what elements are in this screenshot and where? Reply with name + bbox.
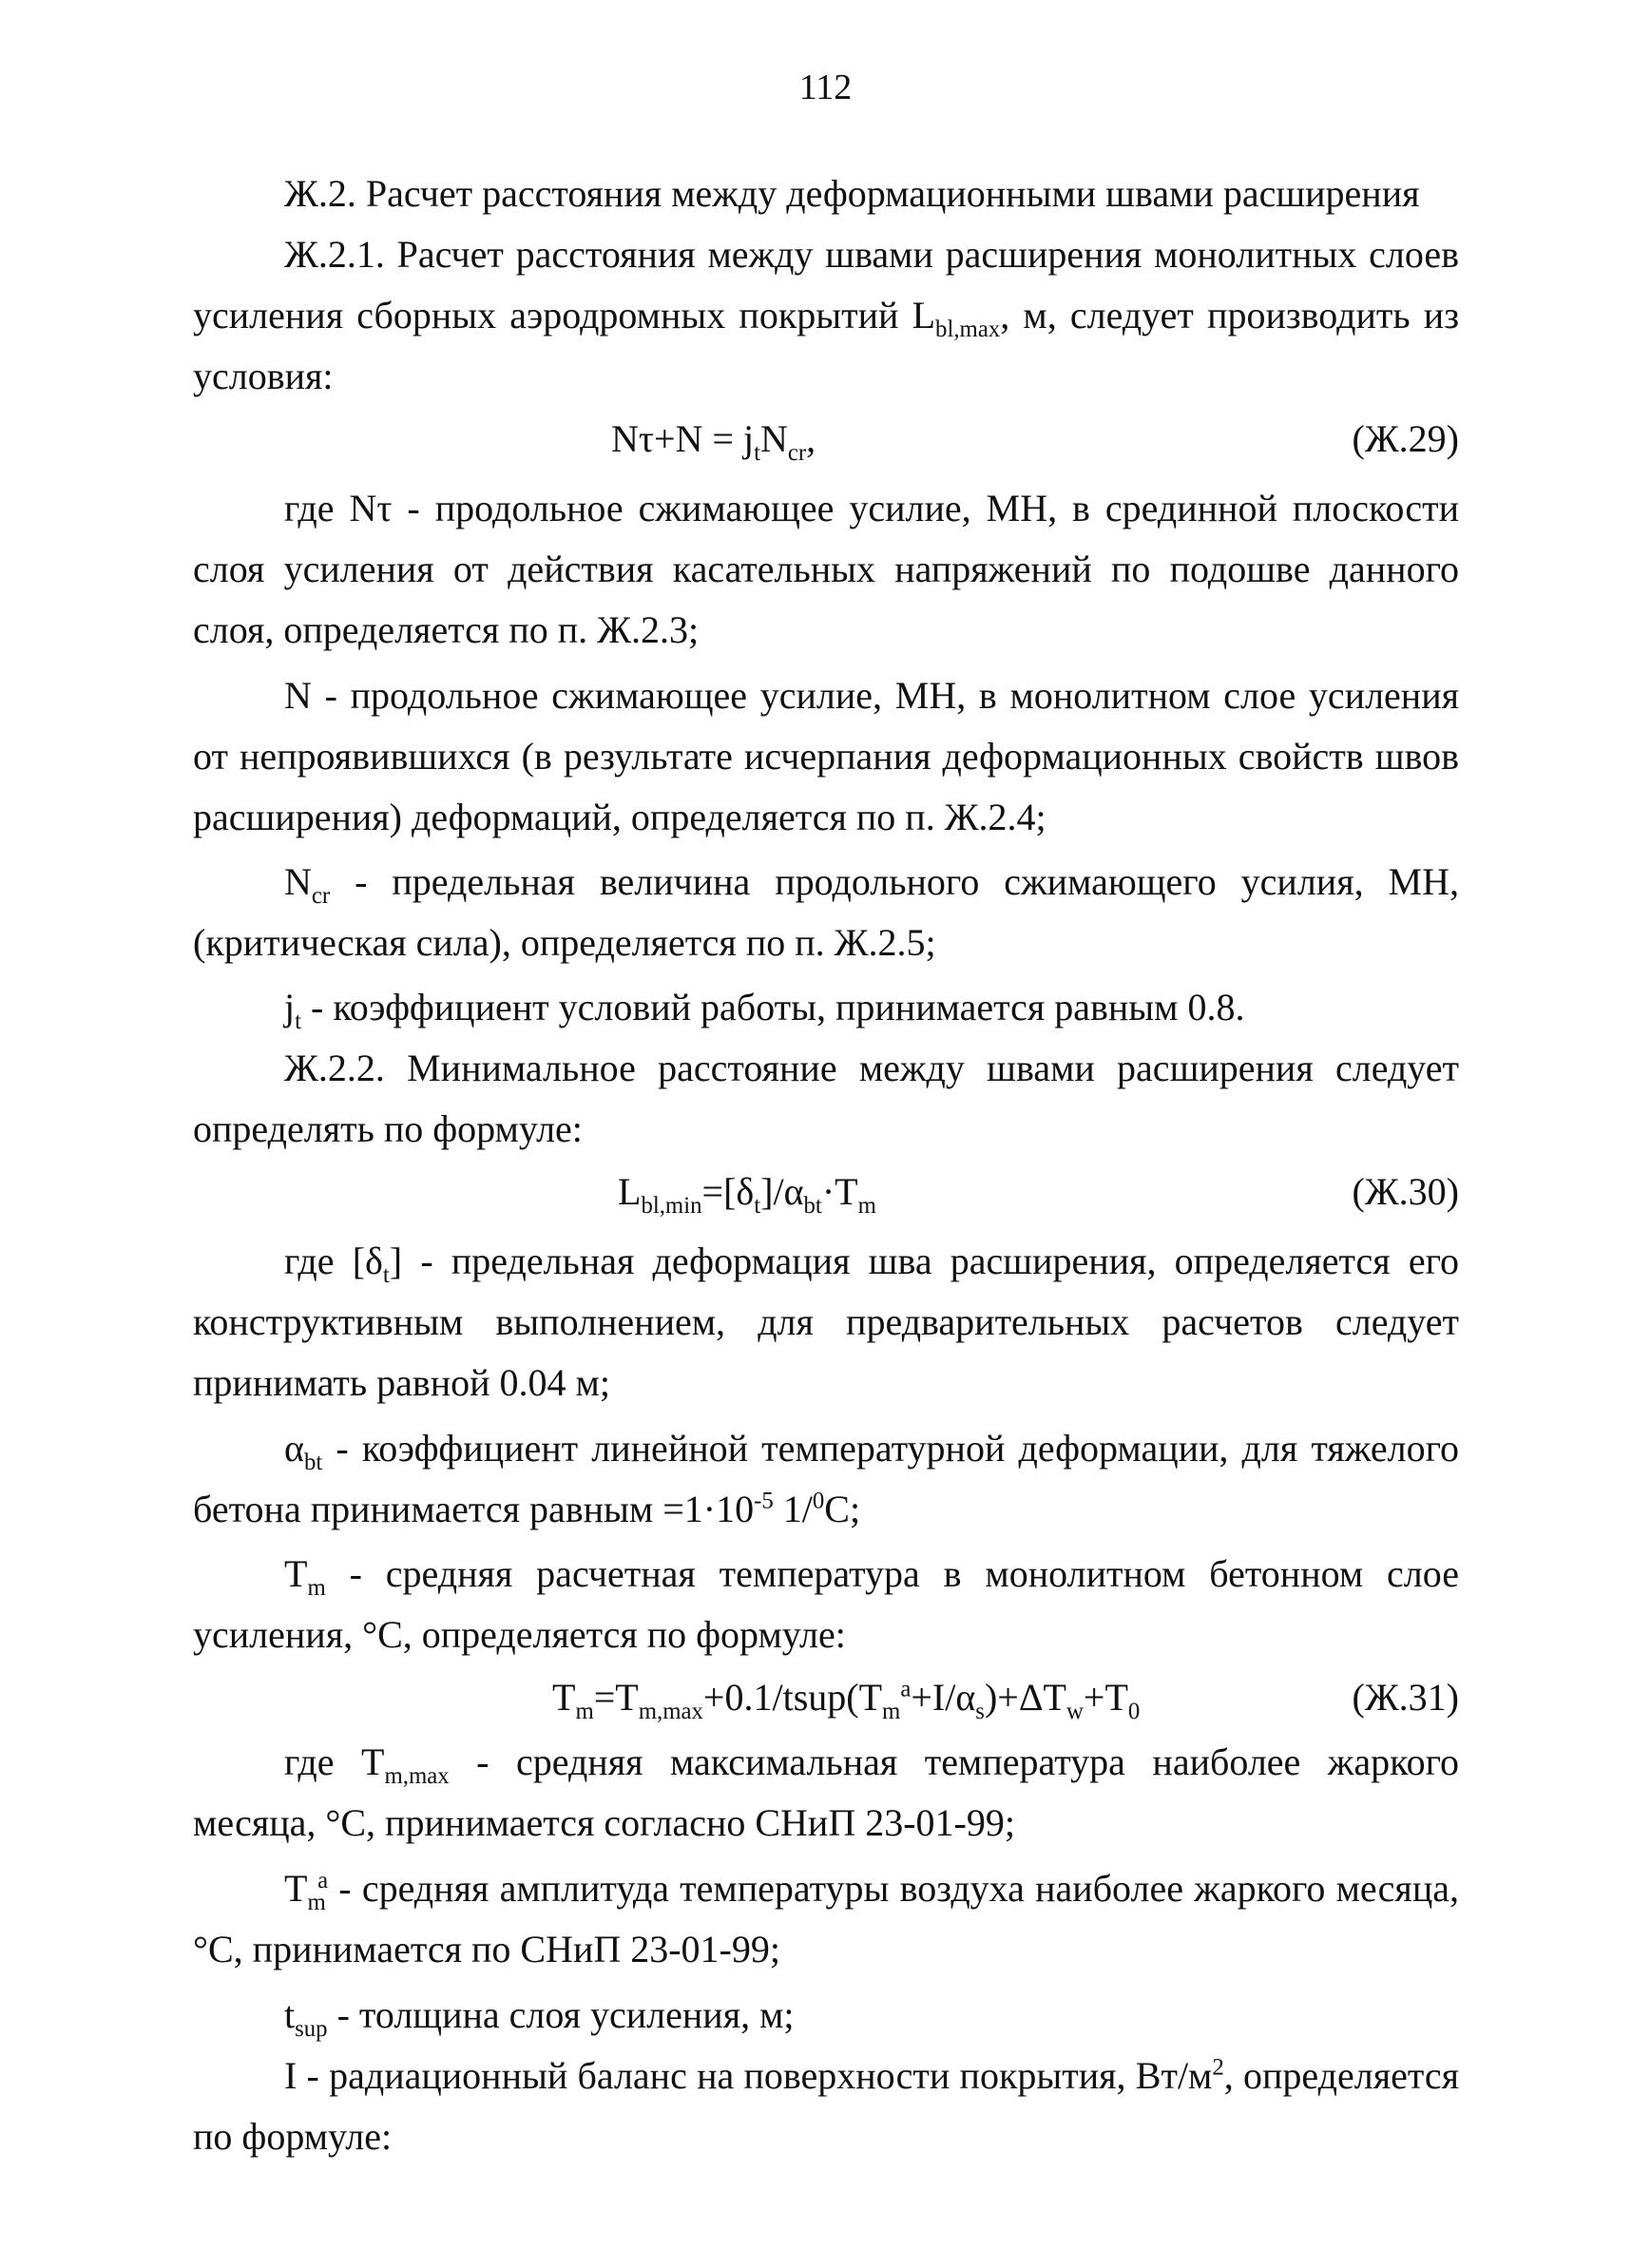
formula-zh30-expression: $L_{bl,min}=[\delta_t]/\alpha_{bt}\cdot T_m$ bbox=[618, 1170, 876, 1219]
definition-n-tau: где Nτ - продольное сжимающее усилие, МН, в срединной плоскости слоя усиления от действия касательных напряжений по подошве данного слоя, определяется по п. Ж.2.3; bbox=[193, 487, 1459, 651]
formula-zh31-expression: $T_m=T_{m,max}+0.1/tsup(T_m^a+I/\alpha_s)+\Delta T_w+T_0$ bbox=[552, 1676, 1141, 1724]
equation-number-zh31: (Ж.31) bbox=[1352, 1676, 1459, 1719]
definition-tsup: $t_{sup}$ - толщина слоя усиления, м; bbox=[284, 1993, 795, 2042]
definition-tm-max: где $T_{m,max}$ - средняя максимальная температура наиболее жаркого месяца, °С, принимается согласно СНиП 23-01-99; bbox=[193, 1740, 1459, 1844]
paragraph-2-2: Ж.2.2. Минимальное расстояние между швами расширения следует определять по формуле: bbox=[193, 1047, 1459, 1150]
formula-zh30 bbox=[193, 1162, 1459, 1222]
definition-i: I - радиационный баланс на поверхности покрытия, $Вт/м^2$, определяется по формуле: bbox=[193, 2054, 1459, 2158]
section-title: Ж.2. Расчет расстояния между деформационными швами расширения bbox=[284, 172, 1420, 215]
definition-n: N - продольное сжимающее усилие, МН, в монолитном слое усиления от непроявившихся (в результате исчерпания деформационных свойств швов расширения) деформаций, определяется по п. Ж.2.4; bbox=[193, 674, 1459, 838]
definition-delta: где $[\delta_t]$ - предельная деформация шва расширения, определяется его конструктивным выполнением, для предварительных расчетов следует принимать равной 0.04 м; bbox=[193, 1240, 1460, 1404]
definition-tm: $T_m$ - средняя расчетная температура в монолитном бетонном слое усиления, °С, определяется по формуле: bbox=[193, 1552, 1459, 1656]
formula-zh31 bbox=[193, 1667, 1459, 1728]
definition-jt: $j_t$ - коэффициент условий работы, принимается равным 0.8. bbox=[284, 986, 1245, 1034]
definition-n-cr: $N_{cr}$ - предельная величина продольного сжимающего усилия, МН, (критическая сила), определяется по п. Ж.2.5; bbox=[193, 860, 1459, 964]
equation-number-zh30: (Ж.30) bbox=[1352, 1170, 1459, 1213]
definition-alpha: $\alpha_{bt}$ - коэффициент линейной температурной деформации, для тяжелого бетона принимается равным $=1\cdot 10^{-5}$ 1/$^0$С; bbox=[193, 1427, 1459, 1530]
formula-zh29-expression: $N\tau+N = j_tN_{cr}$, bbox=[611, 417, 816, 466]
paragraph-2-1: Ж.2.1. Расчет расстояния между швами расширения монолитных слоев усиления сборных аэродромных покрытий $L_{bl,max}$, м, следует производить из условия: bbox=[193, 233, 1459, 397]
formula-zh29 bbox=[193, 409, 1459, 470]
equation-number-zh29: (Ж.29) bbox=[1352, 417, 1459, 460]
page-number: 112 bbox=[798, 67, 853, 107]
definition-tm-amplitude: $T_m^a$ - средняя амплитуда температуры воздуха наиболее жаркого месяца, °С, принимается по СНиП 23-01-99; bbox=[193, 1867, 1459, 1970]
